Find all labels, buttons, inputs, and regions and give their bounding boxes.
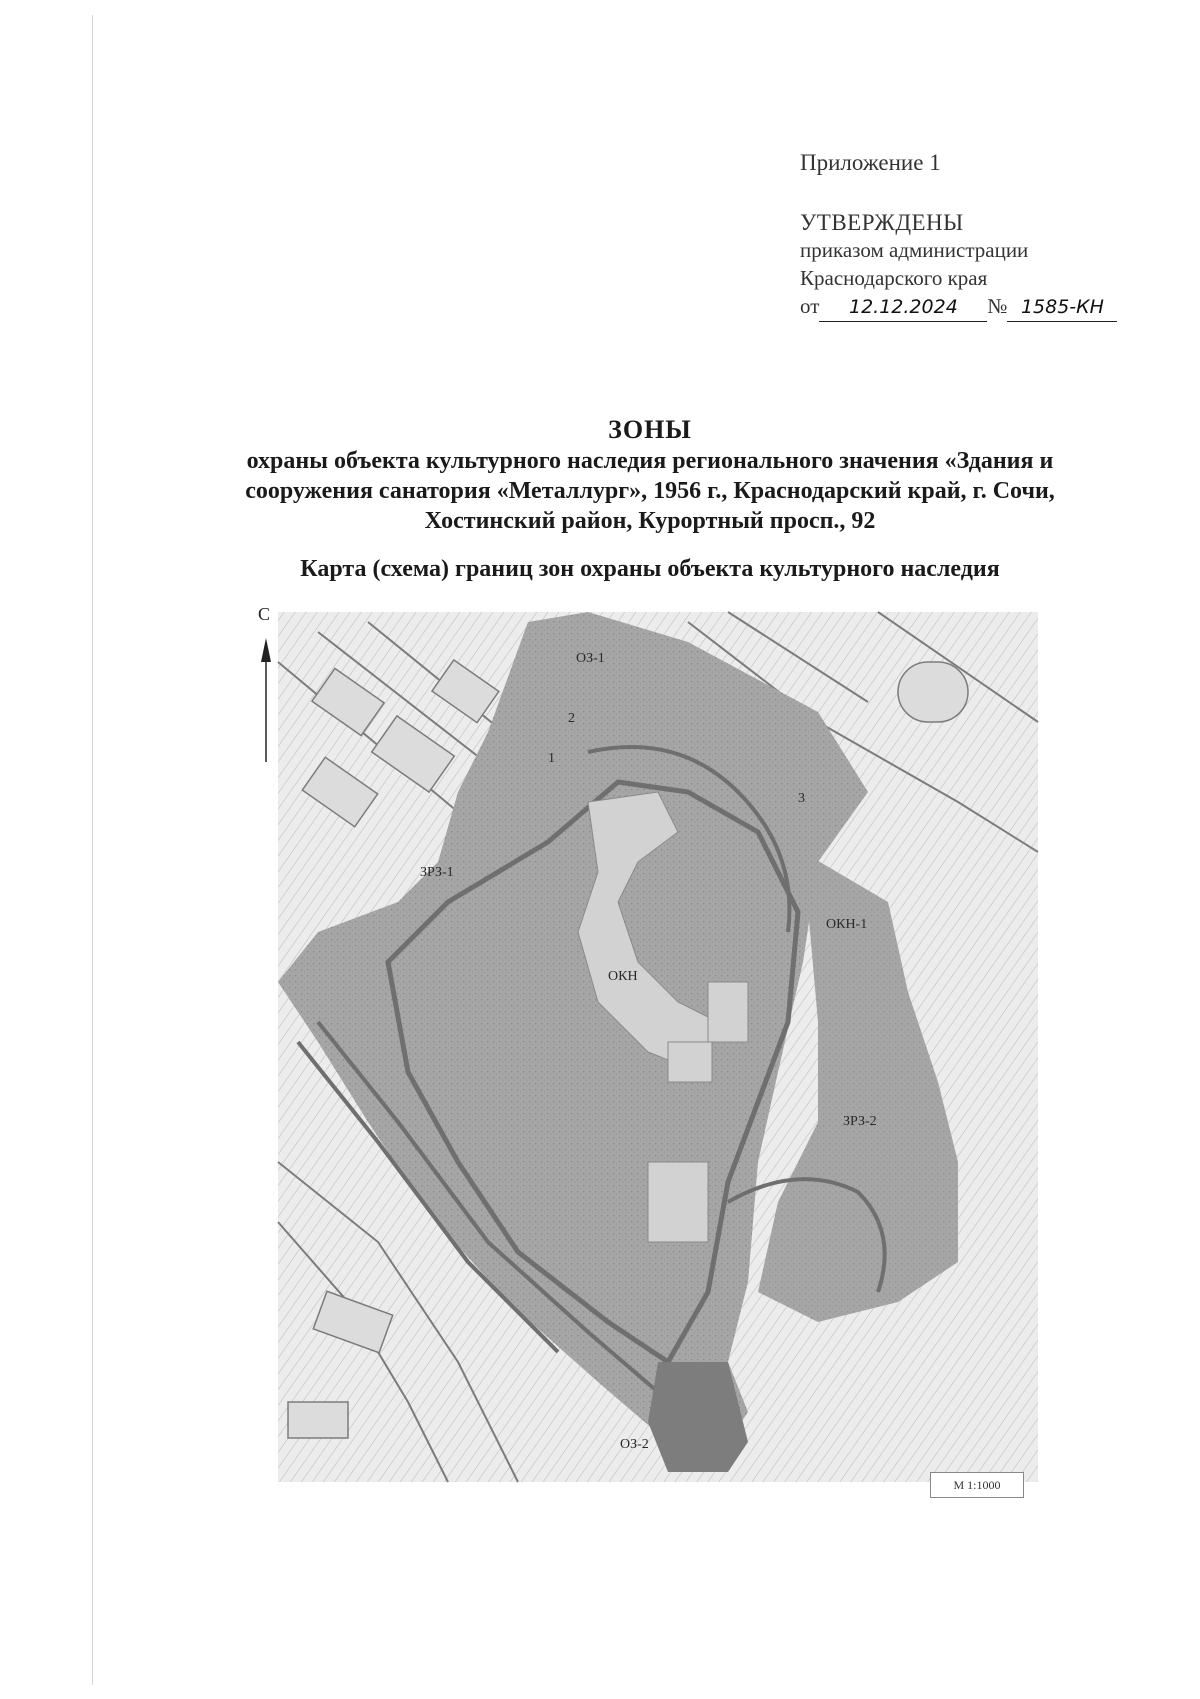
label-okn: ОКН xyxy=(608,969,638,984)
title-block xyxy=(160,414,1140,584)
approval-line-2: Краснодарского края xyxy=(800,266,988,290)
label-oz2: ОЗ-2 xyxy=(620,1437,649,1452)
handwritten-date: 12.12.2024 xyxy=(819,293,987,322)
approval-block xyxy=(800,150,1160,322)
map-caption: Карта (схема) границ зон охраны объекта культурного наследия xyxy=(300,556,1000,582)
approval-line-1: приказом администрации xyxy=(800,238,1029,262)
north-label: С xyxy=(258,604,271,624)
label-okn1: ОКН-1 xyxy=(826,917,868,932)
label-number-3: 3 xyxy=(798,791,805,806)
label-zrz2: ЗРЗ-2 xyxy=(843,1114,877,1129)
approval-date-line xyxy=(800,292,1160,322)
doc-subtitle-line-2: сооружения санатория «Металлург», 1956 г., Краснодарский край, г. Сочи, xyxy=(245,478,1055,504)
date-prefix: от xyxy=(800,294,820,318)
handwritten-number: 1585-КН xyxy=(1007,293,1117,322)
appendix-label: Приложение 1 xyxy=(800,150,941,175)
doc-subtitle-line-3: Хостинский район, Курортный просп., 92 xyxy=(424,508,876,534)
map-svg xyxy=(258,602,1058,1502)
doc-title: ЗОНЫ xyxy=(608,415,692,444)
protection-zone-map xyxy=(258,602,1058,1502)
label-oz1: ОЗ-1 xyxy=(576,651,605,666)
label-number-2: 2 xyxy=(568,711,575,726)
north-arrow xyxy=(261,638,271,762)
doc-subtitle-line-1: охраны объекта культурного наследия регионального значения «Здания и xyxy=(246,448,1054,474)
label-number-1: 1 xyxy=(548,751,555,766)
label-zrz1: ЗРЗ-1 xyxy=(420,865,454,880)
map-scale: М 1:1000 xyxy=(930,1472,1024,1498)
approved-heading: УТВЕРЖДЕНЫ xyxy=(800,210,964,235)
page-margin-line xyxy=(92,15,93,1685)
number-prefix: № xyxy=(987,294,1008,318)
